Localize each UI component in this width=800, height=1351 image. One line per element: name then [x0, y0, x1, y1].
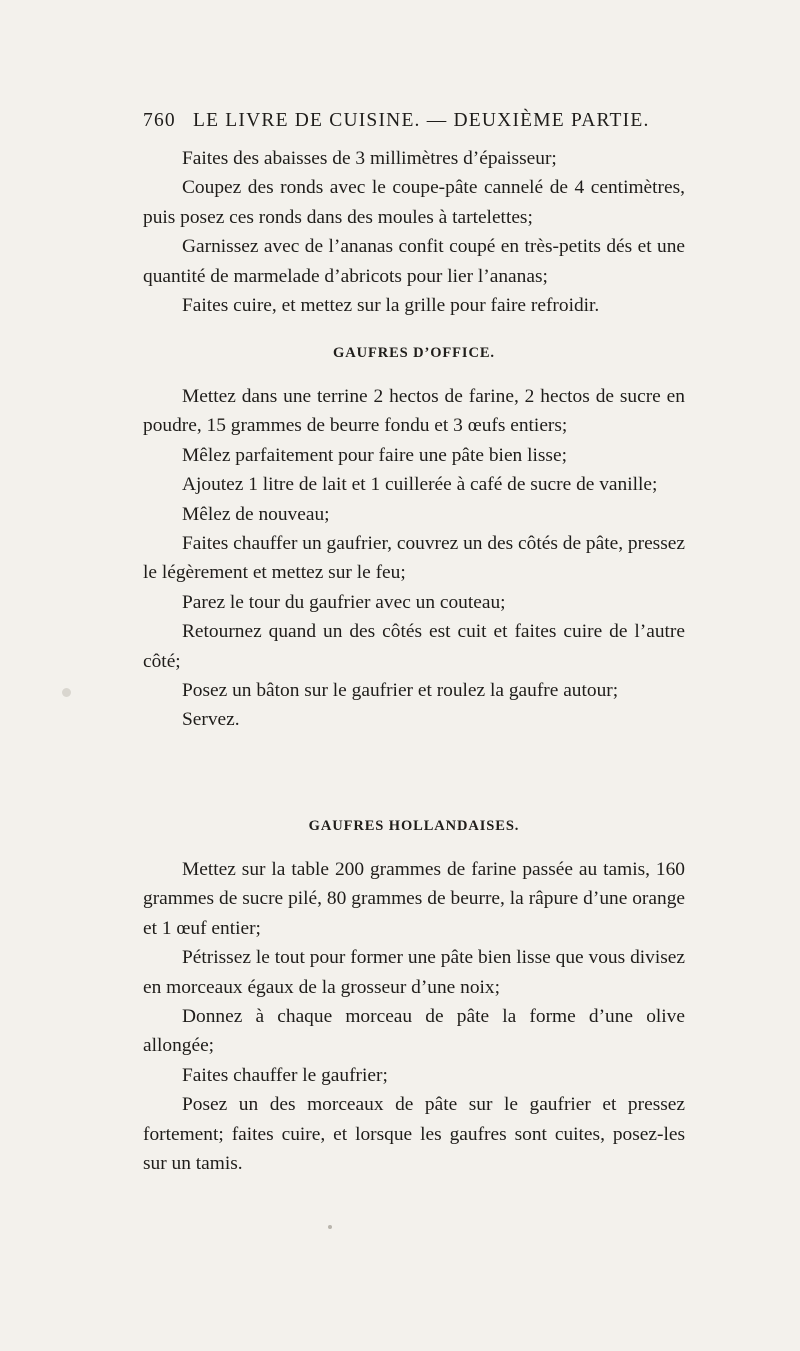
recipe-step: Retournez quand un des côtés est cuit et faites cuire de l’autre côté; [143, 621, 685, 672]
recipe-step: Mettez dans une terrine 2 hectos de farine, 2 hectos de sucre en poudre, 15 grammes de beurre fondu et 3 œufs entiers; [143, 386, 685, 437]
running-header [143, 110, 683, 132]
recipe-step: Faites chauffer le gaufrier; [182, 1064, 388, 1086]
recipe-step: Mettez sur la table 200 grammes de farine passée au tamis, 160 grammes de sucre pilé, 80 grammes de beurre, la râpure d’une orange et 1 œuf entier; [143, 859, 685, 939]
page-number: 760 [143, 110, 176, 131]
section-title-gaufres-office: GAUFRES D’OFFICE. [333, 345, 495, 361]
paper-spot [62, 688, 71, 697]
intro-paragraph: Faites des abaisses de 3 millimètres d’épaisseur; [182, 148, 557, 169]
recipe-step: Servez. [182, 709, 240, 731]
recipe-step: Posez un bâton sur le gaufrier et roulez la gaufre autour; [182, 680, 619, 702]
intro-block [143, 144, 685, 320]
section2-body [143, 855, 685, 1178]
intro-paragraph: Faites cuire, et mettez sur la grille pour faire refroidir. [182, 295, 600, 317]
section1-body [143, 382, 685, 735]
section-title-gaufres-hollandaises: GAUFRES HOLLANDAISES. [308, 818, 520, 834]
recipe-step: Pétrissez le tout pour former une pâte bien lisse que vous divisez en morceaux égaux de la grosseur d’une noix; [143, 947, 685, 998]
paper-spot [328, 1225, 332, 1229]
running-title: LE LIVRE DE CUISINE. — DEUXIÈME PARTIE. [193, 110, 650, 131]
recipe-step: Parez le tour du gaufrier avec un couteau; [182, 591, 506, 613]
recipe-step: Ajoutez 1 litre de lait et 1 cuillerée à café de sucre de vanille; [182, 474, 658, 496]
recipe-step: Faites chauffer un gaufrier, couvrez un des côtés de pâte, pressez le légèrement et mettez sur le feu; [143, 533, 685, 584]
recipe-step: Posez un des morceaux de pâte sur le gaufrier et pressez fortement; faites cuire, et lorsque les gaufres sont cuites, posez-les sur un tamis. [143, 1094, 685, 1175]
recipe-step: Mêlez de nouveau; [182, 503, 330, 525]
recipe-step: Donnez à chaque morceau de pâte la forme d’une olive allongée; [143, 1006, 685, 1057]
intro-paragraph: Coupez des ronds avec le coupe-pâte cannelé de 4 centimètres, puis posez ces ronds dans des moules à tartelettes; [143, 177, 685, 228]
intro-paragraph: Garnissez avec de l’ananas confit coupé en très-petits dés et une quantité de marmelade d’abricots pour lier l’ananas; [143, 236, 685, 287]
recipe-step: Mêlez parfaitement pour faire une pâte bien lisse; [182, 444, 567, 466]
